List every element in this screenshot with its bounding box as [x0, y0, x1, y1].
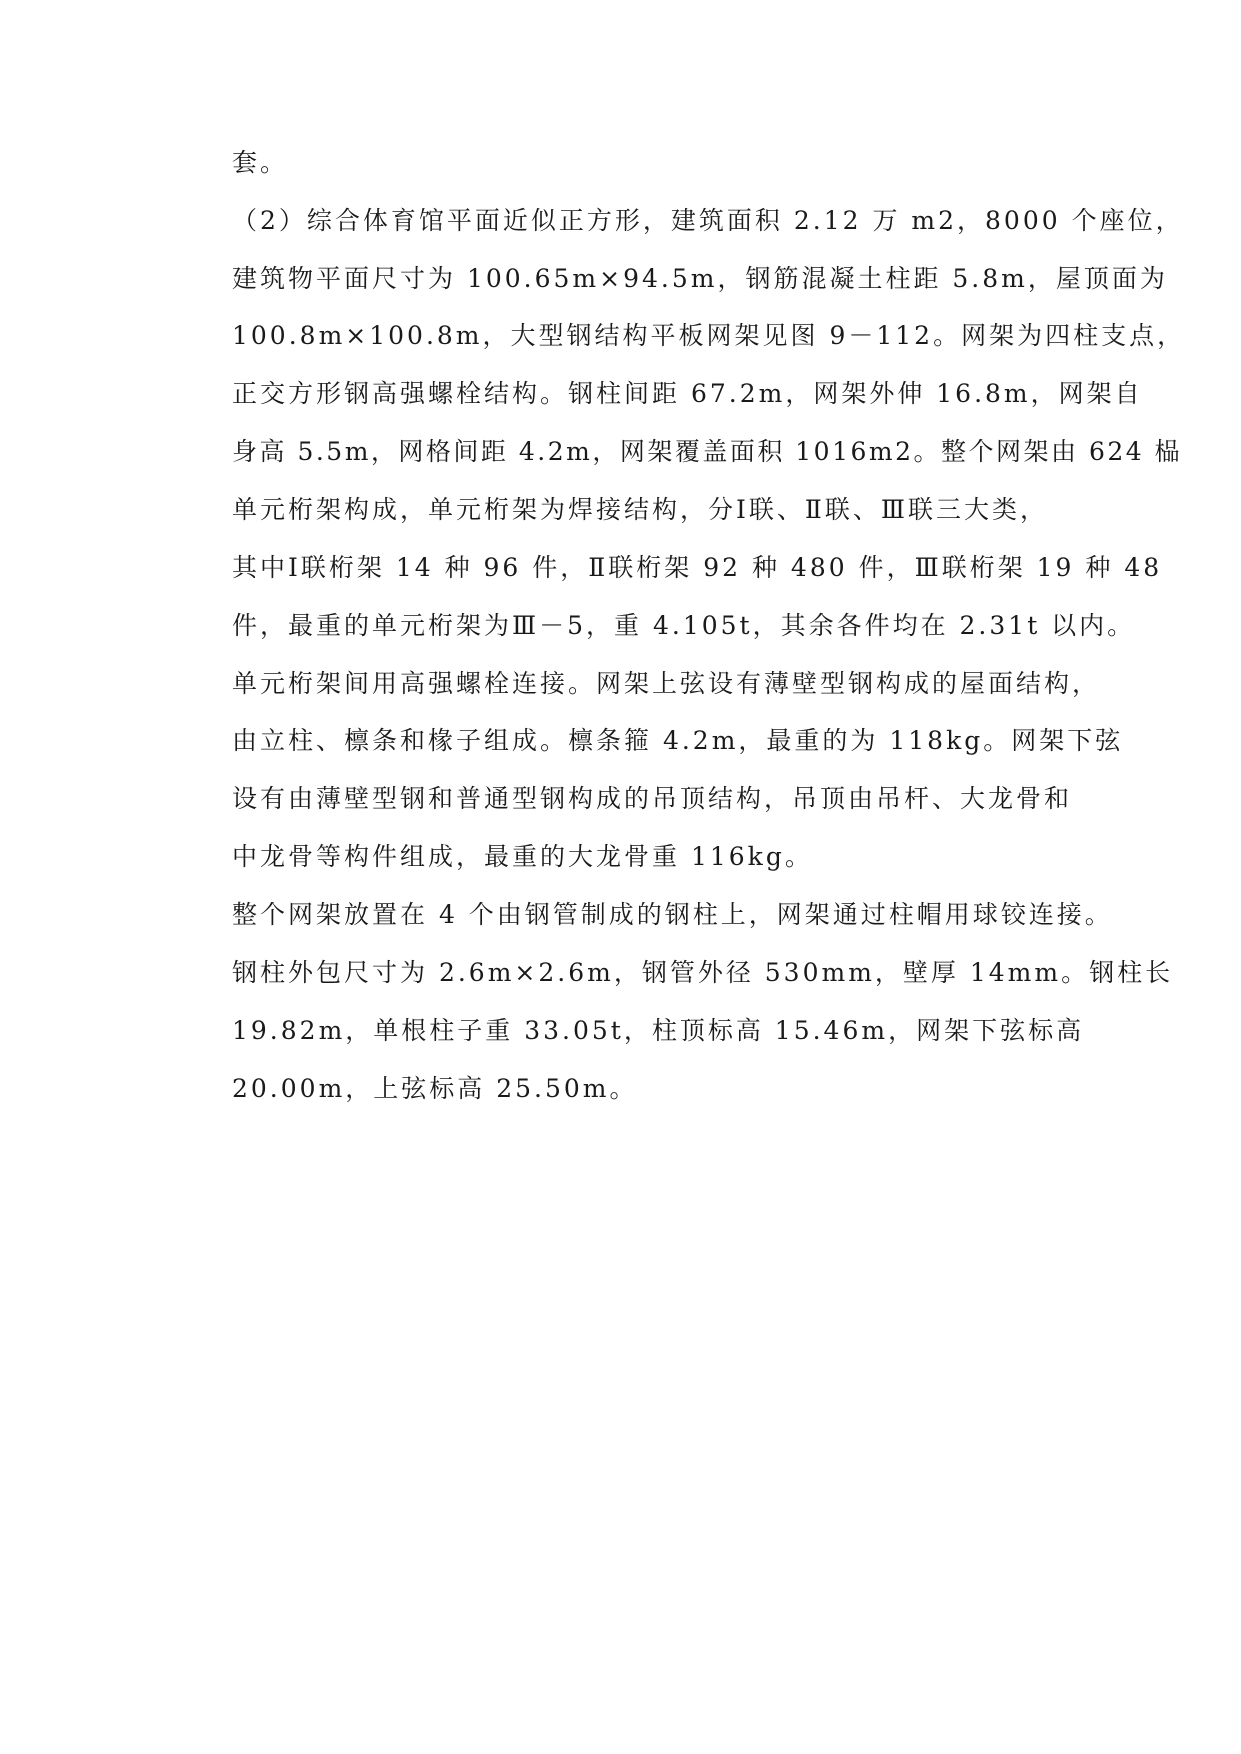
text-line-16: 19.82m，单根柱子重 33.05t，柱顶标高 15.46m，网架下弦标高: [232, 1016, 1085, 1045]
text-line-12: 设有由薄壁型钢和普通型钢构成的吊顶结构，吊顶由吊杆、大龙骨和: [232, 784, 1073, 813]
text-line-4: 100.8m×100.8m，大型钢结构平板网架见图 9－112。网架为四柱支点，: [232, 321, 1186, 350]
text-line-7: 单元桁架构成，单元桁架为焊接结构，分Ⅰ联、Ⅱ联、Ⅲ联三大类，: [232, 495, 1048, 524]
text-line-8: 其中Ⅰ联桁架 14 种 96 件，Ⅱ联桁架 92 种 480 件，Ⅲ联桁架 19 种 48: [232, 553, 1163, 582]
text-line-3: 建筑物平面尺寸为 100.65m×94.5m，钢筋混凝土柱距 5.8m，屋顶面为: [232, 264, 1168, 293]
text-line-9: 件，最重的单元桁架为Ⅲ－5，重 4.105t，其余各件均在 2.31t 以内。: [232, 611, 1136, 640]
text-line-5: 正交方形钢高强螺栓结构。钢柱间距 67.2m，网架外伸 16.8m，网架自: [232, 379, 1143, 408]
text-line-14: 整个网架放置在 4 个由钢管制成的钢柱上，网架通过柱帽用球铰连接。: [232, 900, 1113, 929]
text-line-11: 由立柱、檩条和椽子组成。檩条箍 4.2m，最重的为 118kg。网架下弦: [232, 726, 1124, 755]
text-line-2: （2）综合体育馆平面近似正方形，建筑面积 2.12 万 m2，8000 个座位，: [232, 206, 1184, 235]
text-line-6: 身高 5.5m，网格间距 4.2m，网架覆盖面积 1016m2。整个网架由 624 榀: [232, 437, 1183, 466]
text-line-17: 20.00m，上弦标高 25.50m。: [232, 1074, 638, 1103]
text-line-10: 单元桁架间用高强螺栓连接。网架上弦设有薄壁型钢构成的屋面结构，: [232, 669, 1101, 698]
text-line-15: 钢柱外包尺寸为 2.6m×2.6m，钢管外径 530mm，壁厚 14mm。钢柱长: [232, 958, 1174, 987]
text-line-13: 中龙骨等构件组成，最重的大龙骨重 116kg。: [232, 842, 813, 871]
text-line-1: 套。: [232, 148, 289, 177]
